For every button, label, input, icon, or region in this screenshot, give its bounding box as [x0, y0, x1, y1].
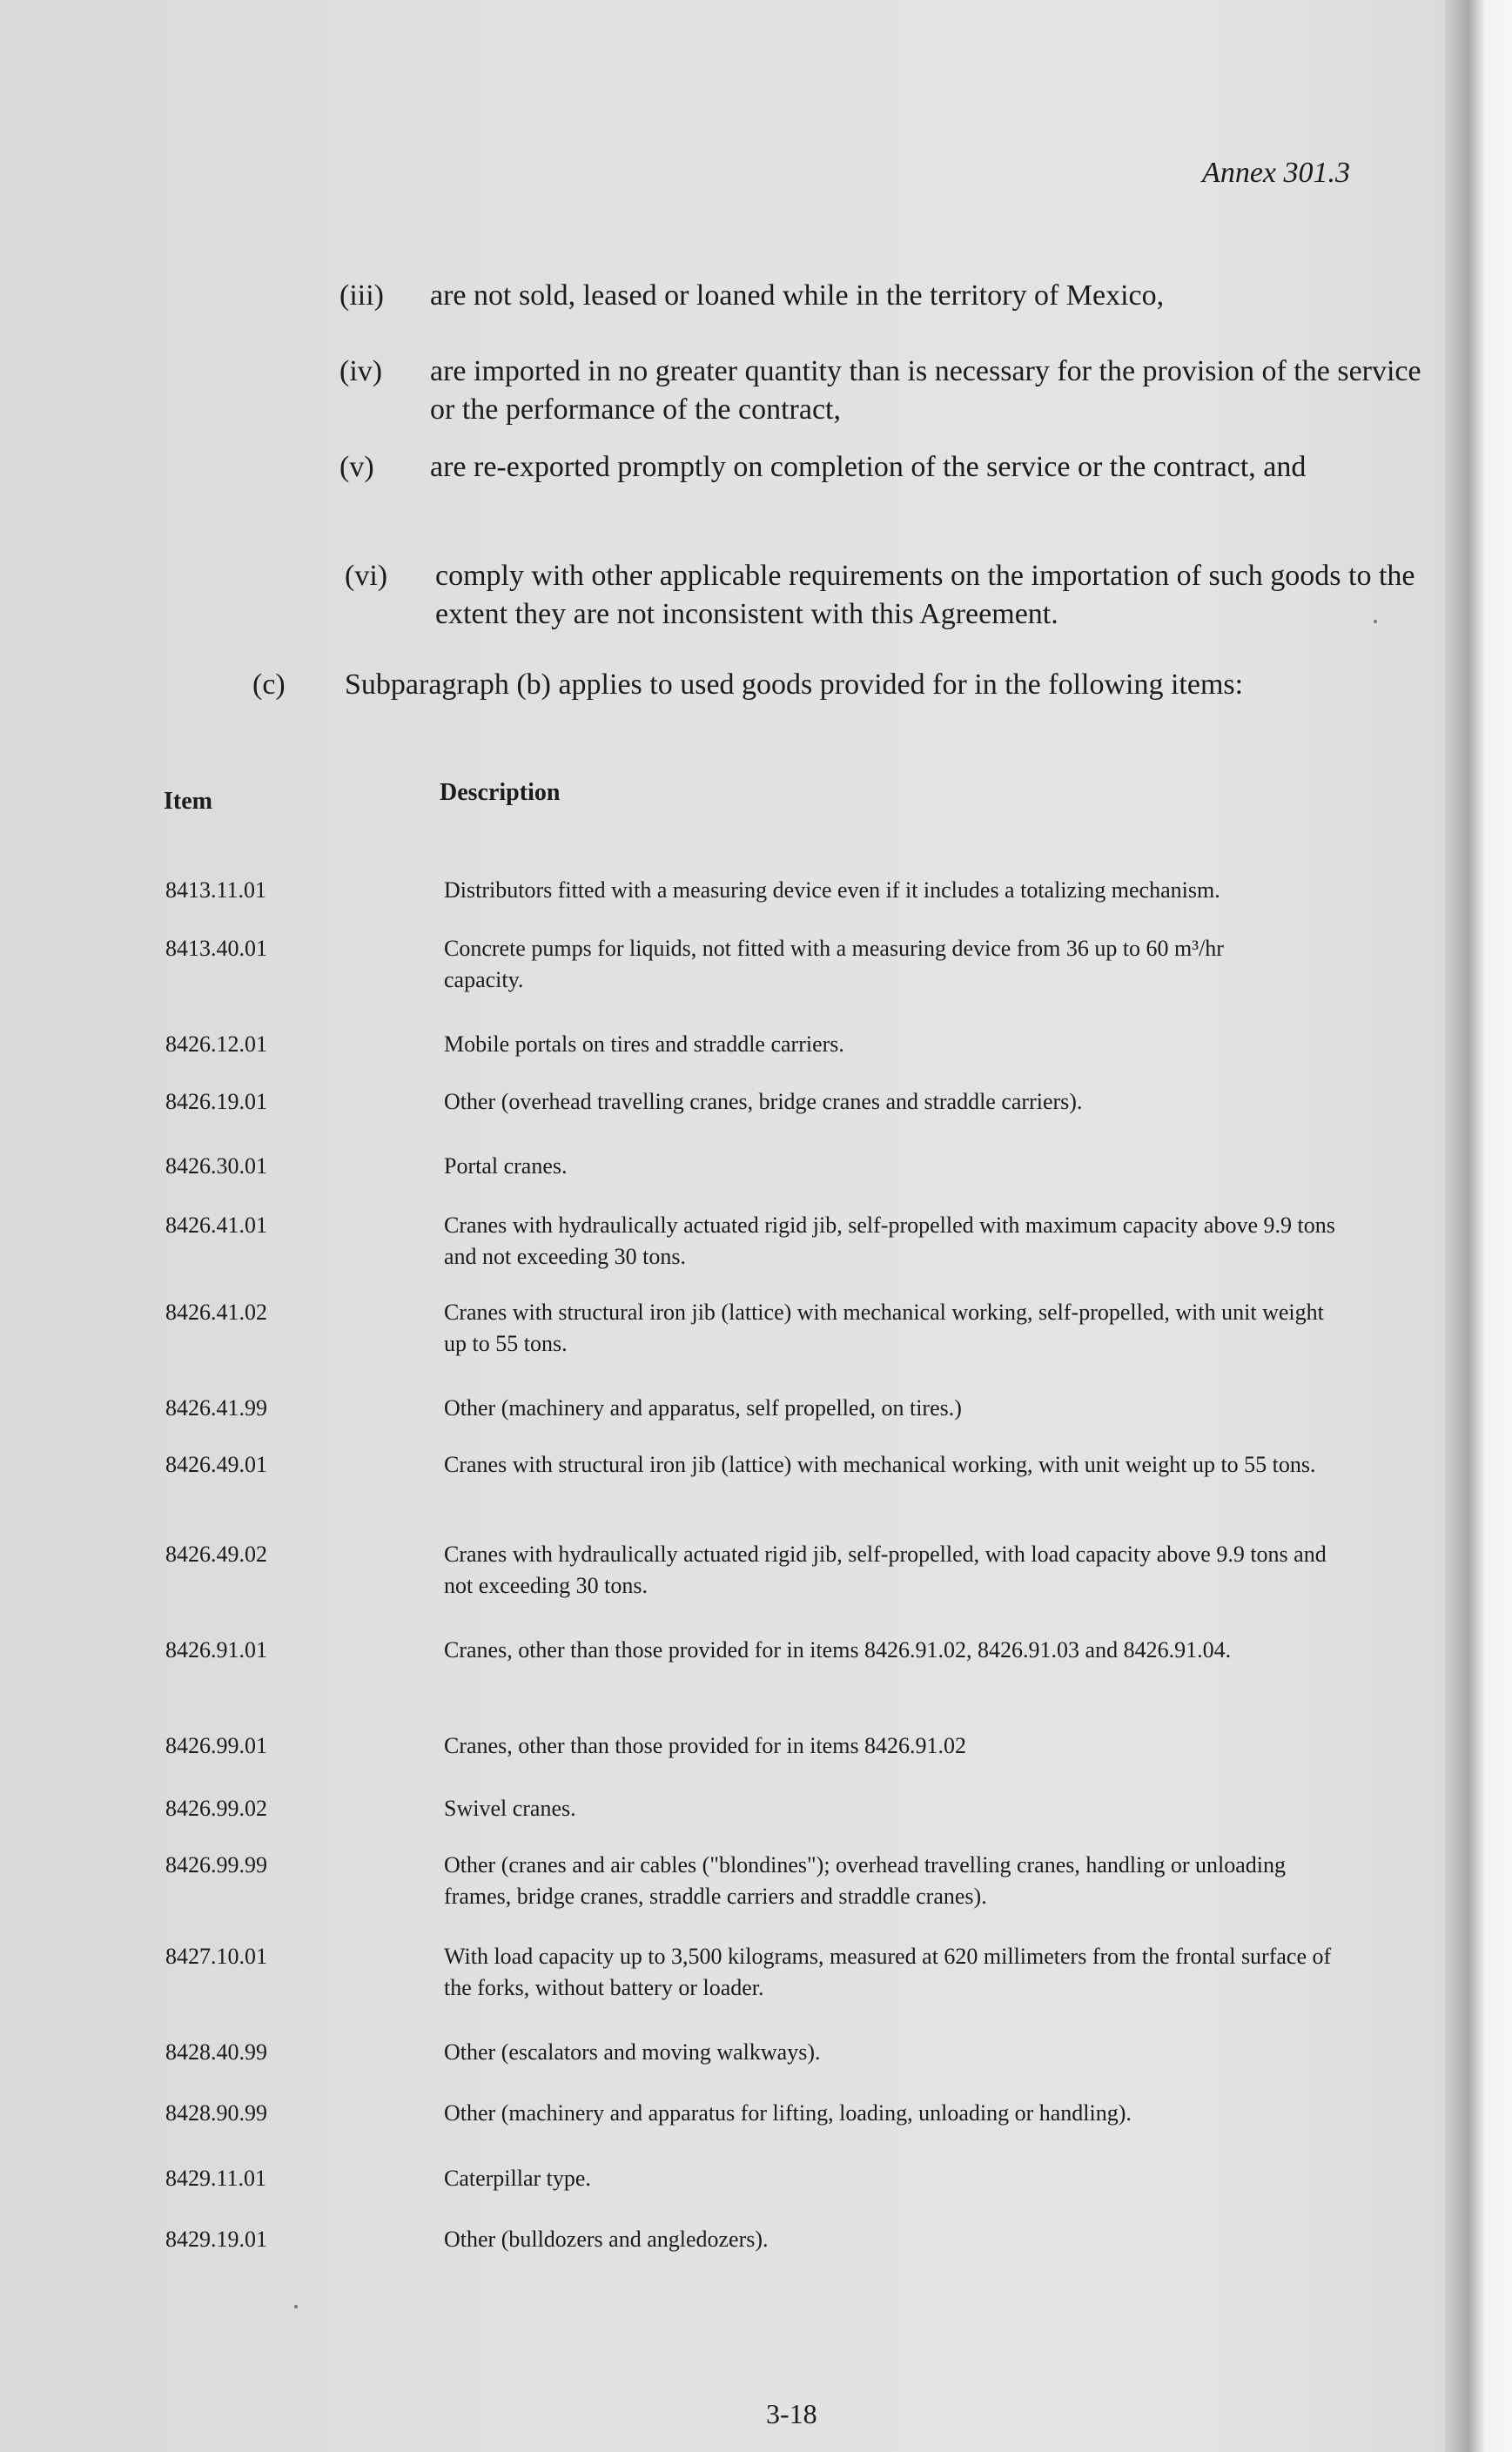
- item-code: 8426.99.99: [165, 1852, 267, 1878]
- item-description: Other (machinery and apparatus, self propelled, on tires.): [444, 1395, 962, 1421]
- clause-text: are not sold, leased or loaned while in the territory of Mexico,: [430, 279, 1165, 312]
- item-description: Cranes with structural iron jib (lattice) with mechanical working, with unit weight up to 55 tons.: [444, 1452, 1316, 1477]
- item-code: 8426.12.01: [165, 1031, 267, 1057]
- item-description: Cranes with hydraulically actuated rigid jib, self-propelled, with load capacity above 9.9 tons and not exceeding 30 tons.: [444, 1542, 1327, 1598]
- item-description: Concrete pumps for liquids, not fitted with a measuring device from 36 up to 60 m³/hr capacity.: [444, 936, 1224, 992]
- item-code: 8428.90.99: [165, 2100, 267, 2126]
- column-header-item: Item: [164, 788, 212, 815]
- item-code: 8413.11.01: [165, 877, 267, 903]
- annex-header: Annex 301.3: [1202, 157, 1350, 189]
- page-number: 3-18: [766, 2398, 817, 2429]
- clause-number: (iv): [339, 355, 383, 387]
- clause-text: Subparagraph (b) applies to used goods provided for in the following items:: [345, 668, 1244, 701]
- item-code: 8426.91.01: [165, 1637, 267, 1663]
- clause-number: (c): [252, 668, 286, 701]
- clause-text: are imported in no greater quantity than is necessary for the provision of the service or the performance of the contract,: [430, 355, 1421, 426]
- column-header-description: Description: [440, 779, 561, 806]
- item-description: Other (machinery and apparatus for lifting, loading, unloading or handling).: [444, 2100, 1132, 2126]
- item-description: Other (bulldozers and angledozers).: [444, 2227, 769, 2252]
- item-code: 8427.10.01: [165, 1944, 267, 1969]
- item-code: 8426.49.02: [165, 1542, 267, 1567]
- item-description: Mobile portals on tires and straddle carriers.: [444, 1031, 844, 1057]
- clause-text: are re-exported promptly on completion of the service or the contract, and: [430, 451, 1307, 483]
- item-code: 8426.99.02: [165, 1796, 267, 1821]
- item-code: 8429.19.01: [165, 2227, 267, 2252]
- speck-mark: [1374, 620, 1377, 623]
- clause-number: (iii): [339, 279, 384, 312]
- item-description: With load capacity up to 3,500 kilograms, measured at 620 millimeters from the frontal surface of the forks, without battery or loader.: [444, 1944, 1332, 2000]
- clause-number: (v): [339, 451, 374, 483]
- item-description: Swivel cranes.: [444, 1796, 576, 1821]
- item-code: 8426.41.02: [165, 1300, 267, 1325]
- item-description: Other (cranes and air cables ("blondines"); overhead travelling cranes, handling or unloading frames, bridge cranes, straddle carriers and straddle cranes).: [444, 1852, 1286, 1909]
- item-description: Distributors fitted with a measuring device even if it includes a totalizing mechanism.: [444, 877, 1220, 903]
- item-code: 8426.49.01: [165, 1452, 267, 1477]
- item-code: 8428.40.99: [165, 2039, 267, 2065]
- item-code: 8426.99.01: [165, 1733, 267, 1758]
- item-description: Cranes, other than those provided for in items 8426.91.02, 8426.91.03 and 8426.91.04.: [444, 1637, 1232, 1663]
- item-description: Portal cranes.: [444, 1153, 568, 1179]
- item-code: 8426.19.01: [165, 1089, 267, 1114]
- item-description: Caterpillar type.: [444, 2166, 591, 2191]
- item-code: 8426.41.99: [165, 1395, 267, 1421]
- item-code: 8413.40.01: [165, 936, 267, 961]
- item-description: Other (overhead travelling cranes, bridge cranes and straddle carriers).: [444, 1089, 1083, 1114]
- item-description: Cranes, other than those provided for in items 8426.91.02: [444, 1733, 967, 1758]
- item-description: Other (escalators and moving walkways).: [444, 2039, 821, 2065]
- page-edge-shadow: [1445, 0, 1512, 2452]
- item-code: 8426.41.01: [165, 1213, 267, 1238]
- item-description: Cranes with hydraulically actuated rigid jib, self-propelled with maximum capacity above 9.9 tons and not exceeding 30 tons.: [444, 1213, 1335, 1269]
- clause-number: (vi): [345, 560, 388, 592]
- speck-mark: [294, 2305, 298, 2308]
- item-code: 8426.30.01: [165, 1153, 267, 1179]
- item-code: 8429.11.01: [165, 2166, 267, 2191]
- item-description: Cranes with structural iron jib (lattice) with mechanical working, self-propelled, with unit weight up to 55 tons.: [444, 1300, 1324, 1356]
- clause-text: comply with other applicable requirements on the importation of such goods to the extent they are not inconsistent with this Agreement.: [435, 560, 1415, 630]
